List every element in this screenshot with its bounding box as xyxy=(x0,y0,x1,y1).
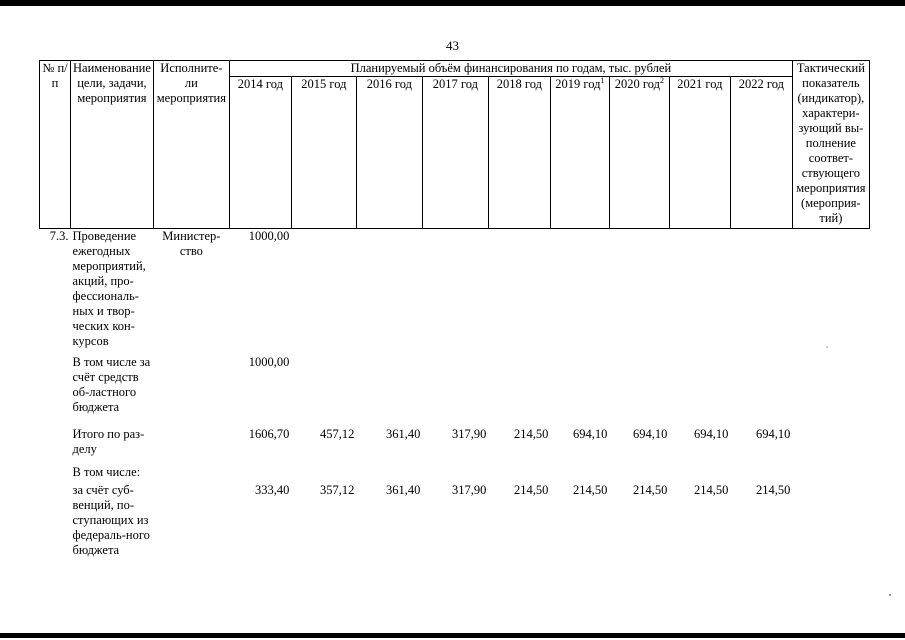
value-cell xyxy=(609,465,669,483)
row-name: В том числе за счёт средств об-ластного бюджета xyxy=(72,355,151,414)
value-cell xyxy=(488,229,550,356)
value-cell xyxy=(422,229,488,356)
value-cell: 361,40 xyxy=(386,483,421,497)
row-executor xyxy=(153,465,229,483)
row-executor xyxy=(153,355,229,427)
row-executor xyxy=(153,427,229,465)
value-cell: 333,40 xyxy=(255,483,290,497)
scan-speck xyxy=(826,346,828,348)
row-name: Итого по раз-делу xyxy=(72,427,145,456)
value-cell xyxy=(730,229,792,356)
header-indicator: Тактический показатель (индикатор), характери-зующий вы-полнение соответ-ствующего мероприятия (мероприя-тий) xyxy=(792,61,869,229)
header-year: 2017 год xyxy=(422,77,488,229)
value-cell xyxy=(356,465,422,483)
indicator-cell xyxy=(792,427,869,465)
top-border-rule xyxy=(0,0,905,6)
value-cell: 1000,00 xyxy=(248,355,290,369)
bottom-border-rule xyxy=(0,633,905,638)
table-row xyxy=(40,229,870,356)
row-name: за счёт суб-венций, по-ступающих из федераль-ного бюджета xyxy=(72,483,150,557)
table-row xyxy=(40,355,870,427)
value-cell: 214,50 xyxy=(573,483,608,497)
value-cell: 1606,70 xyxy=(248,427,290,441)
value-cell xyxy=(550,229,609,356)
header-year: 2016 год xyxy=(356,77,422,229)
value-cell xyxy=(730,465,792,483)
value-cell: 694,10 xyxy=(694,427,729,441)
value-cell: 317,90 xyxy=(452,427,487,441)
value-cell xyxy=(669,465,730,483)
value-cell xyxy=(609,229,669,356)
value-cell: 317,90 xyxy=(452,483,487,497)
header-year: 2021 год xyxy=(669,77,730,229)
header-executor: Исполните-ли мероприятия xyxy=(153,61,229,229)
header-year: 2018 год xyxy=(488,77,550,229)
table-row xyxy=(40,483,870,563)
value-cell xyxy=(669,229,730,356)
table-row xyxy=(40,465,870,483)
value-cell xyxy=(356,355,422,427)
value-cell: 361,40 xyxy=(386,427,421,441)
header-planned-financing: Планируемый объём финансирования по годам, тыс. рублей xyxy=(229,61,792,77)
header-year: 2022 год xyxy=(730,77,792,229)
header-year: 2015 год xyxy=(291,77,356,229)
value-cell: 214,50 xyxy=(633,483,668,497)
row-number xyxy=(40,465,71,483)
row-number xyxy=(40,427,71,465)
financing-table xyxy=(39,60,870,563)
row-name: Проведение ежегодных мероприятий, акций, про-фессиональ-ных и твор-ческих кон-курсов xyxy=(72,229,146,348)
indicator-cell xyxy=(792,229,869,356)
value-cell xyxy=(488,465,550,483)
value-cell: 357,12 xyxy=(320,483,355,497)
header-no: № п/п xyxy=(40,61,71,229)
indicator-cell xyxy=(792,483,869,563)
header-year: 2020 год$^2$ xyxy=(609,77,669,229)
row-executor xyxy=(153,483,229,563)
value-cell xyxy=(422,465,488,483)
value-cell xyxy=(291,355,356,427)
value-cell: 457,12 xyxy=(320,427,355,441)
table-row xyxy=(40,427,870,465)
value-cell xyxy=(550,355,609,427)
page-number: 43 xyxy=(446,38,459,53)
value-cell: 694,10 xyxy=(573,427,608,441)
value-cell xyxy=(356,229,422,356)
value-cell: 1000,00 xyxy=(248,229,290,243)
indicator-cell xyxy=(792,355,869,427)
scan-speck xyxy=(889,594,891,596)
value-cell xyxy=(669,355,730,427)
row-number xyxy=(40,483,71,563)
header-row-top xyxy=(40,61,870,77)
value-cell xyxy=(229,465,291,483)
value-cell: 214,50 xyxy=(514,483,549,497)
row-name: В том числе: xyxy=(72,465,141,479)
value-cell: 694,10 xyxy=(756,427,791,441)
value-cell xyxy=(488,355,550,427)
row-executor: Министер-ство xyxy=(162,229,221,258)
value-cell xyxy=(291,229,356,356)
header-year: 2019 год$^1$ xyxy=(550,77,609,229)
value-cell xyxy=(730,355,792,427)
row-number xyxy=(40,355,71,427)
value-cell: 214,50 xyxy=(756,483,791,497)
value-cell: 214,50 xyxy=(694,483,729,497)
value-cell xyxy=(422,355,488,427)
value-cell: 214,50 xyxy=(514,427,549,441)
value-cell: 694,10 xyxy=(633,427,668,441)
value-cell xyxy=(609,355,669,427)
value-cell xyxy=(550,465,609,483)
value-cell xyxy=(291,465,356,483)
header-year: 2014 год xyxy=(229,77,291,229)
indicator-cell xyxy=(792,465,869,483)
row-number: 7.3. xyxy=(49,229,69,243)
header-name: Наименование цели, задачи, мероприятия xyxy=(71,61,154,229)
